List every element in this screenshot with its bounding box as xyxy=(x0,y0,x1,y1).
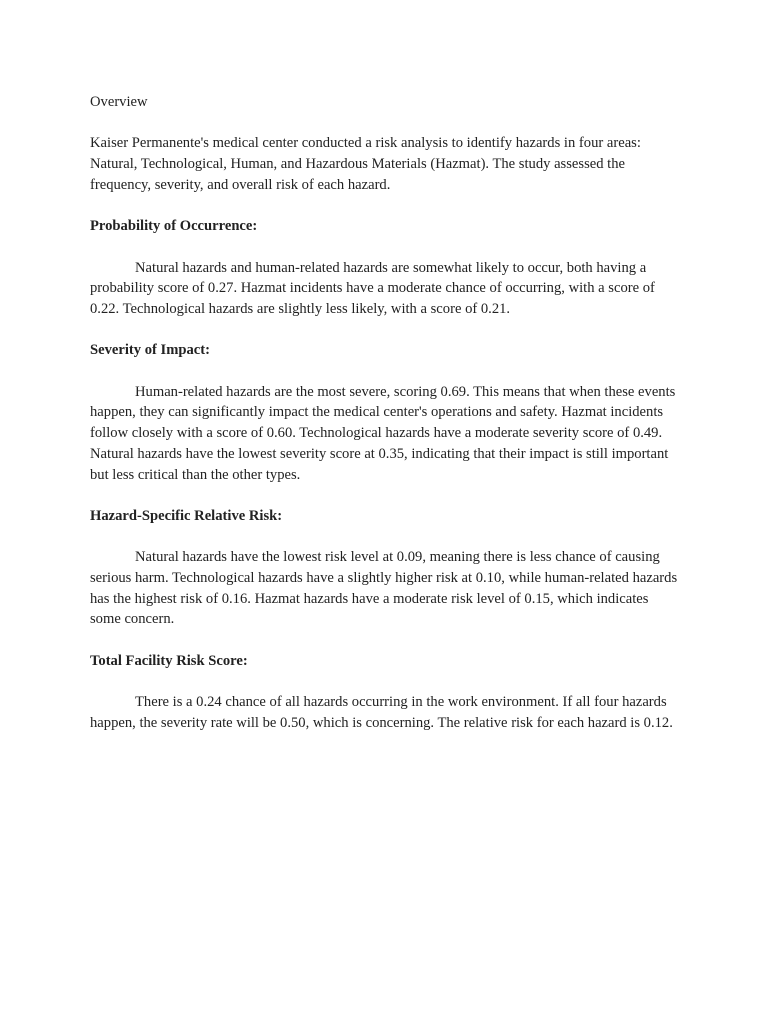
section-body-severity: Human-related hazards are the most severe, scoring 0.69. This means that when these events happen, they can significantly impact the medical center's operations and safety. Hazmat incidents follow closely with a score of 0.60. Technological hazards have a moderate severity score of 0.49. Natural hazards have the lowest severity score at 0.35, indicating that their impact is still important but less critical than the other types. xyxy=(90,383,676,483)
overview-paragraph: Kaiser Permanente's medical center conducted a risk analysis to identify hazards in four areas: Natural, Technological, Human, and Hazardous Materials (Hazmat). The study assessed the frequency, severity, and overall risk of each hazard. xyxy=(90,135,641,193)
section-heading-probability: Probability of Occurrence: xyxy=(90,218,258,235)
section-body-probability: Natural hazards and human-related hazards are somewhat likely to occur, both having a probability score of 0.27. Hazmat incidents have a moderate chance of occurring, with a score of 0.22. Technological hazards are slightly less likely, with a score of 0.21. xyxy=(90,259,655,317)
overview-title: Overview xyxy=(90,94,148,110)
document-page xyxy=(90,92,678,754)
section-body-total-risk: There is a 0.24 chance of all hazards occurring in the work environment. If all four hazards happen, the severity rate will be 0.50, which is concerning. The relative risk for each hazard is 0.12. xyxy=(90,694,673,731)
section-body-relative-risk: Natural hazards have the lowest risk level at 0.09, meaning there is less chance of causing serious harm. Technological hazards have a slightly higher risk at 0.10, while human-related hazards has the highest risk of 0.16. Hazmat hazards have a moderate risk level of 0.15, which indicates some concern. xyxy=(90,549,678,628)
section-heading-total-risk: Total Facility Risk Score: xyxy=(90,652,248,669)
section-heading-relative-risk: Hazard-Specific Relative Risk: xyxy=(90,507,283,524)
section-heading-severity: Severity of Impact: xyxy=(90,342,210,359)
